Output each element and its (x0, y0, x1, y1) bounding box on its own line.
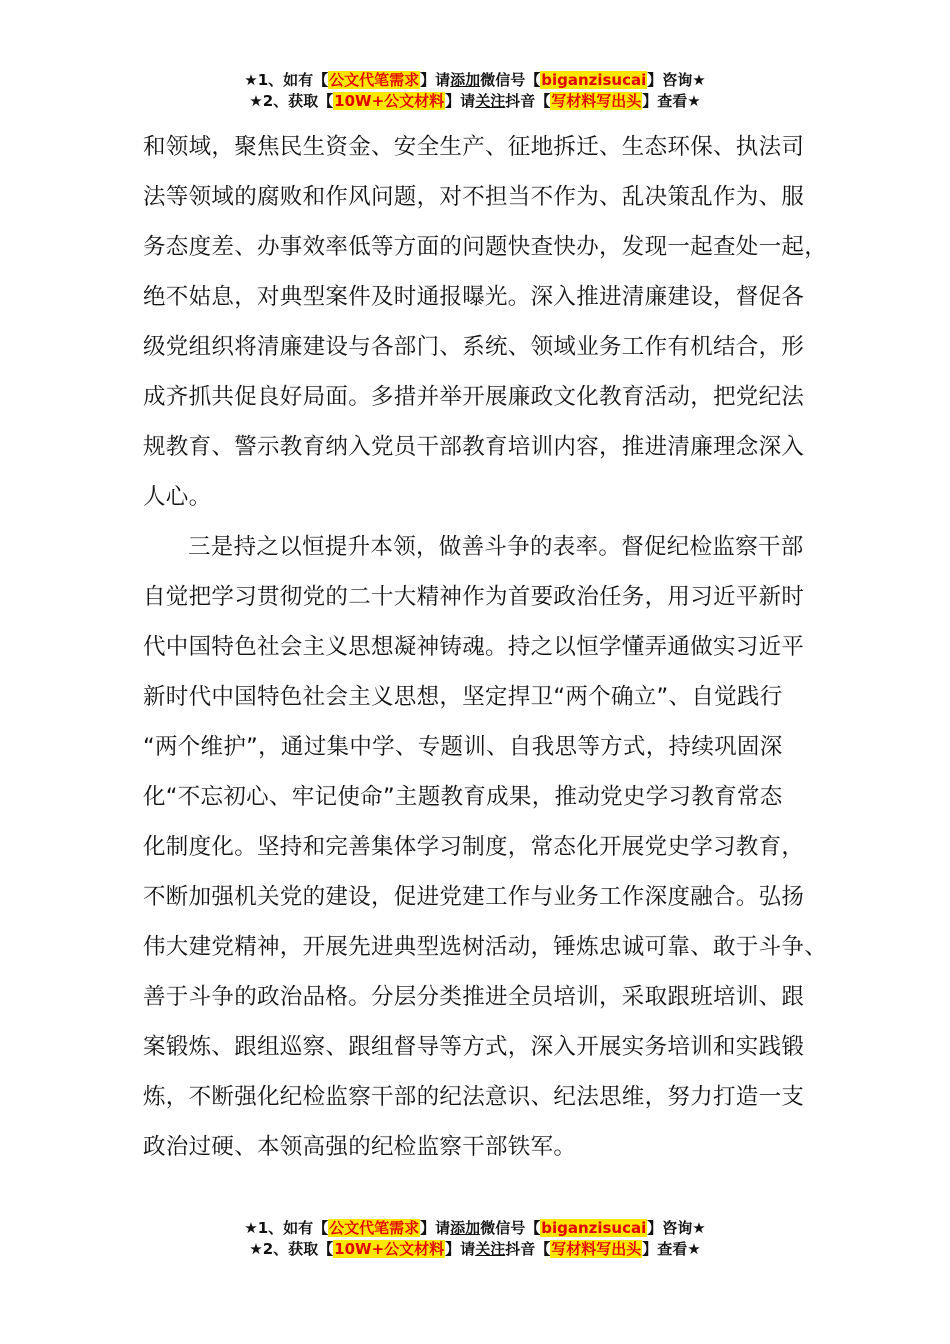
underlined-text: 关注 (475, 92, 506, 110)
text-line: 政治过硬、本领高强的纪检监察干部铁军。 (143, 1134, 577, 1160)
highlight-service: 公文代笔需求 (329, 71, 420, 89)
highlight-wechat-id: biganzisucai (541, 1219, 647, 1237)
text-line: 人心。 (143, 484, 212, 510)
footer-banner (0, 1218, 950, 1260)
star-icon: ★ (692, 1219, 706, 1237)
star-icon: ★ (244, 71, 258, 89)
paragraph-2 (143, 522, 828, 1172)
banner-text: 】请 (420, 71, 451, 89)
text-line: 新时代中国特色社会主义思想，坚定捍卫“两个确立”、自觉践行 (143, 684, 783, 710)
text-line: 化“不忘初心、牢记使命”主题教育成果，推动党史学习教育常态 (143, 784, 783, 810)
banner-text: 微信号【 (480, 1219, 541, 1237)
banner-text: 】咨询 (647, 1219, 693, 1237)
star-icon: ★ (249, 92, 263, 110)
banner-text: 】请 (445, 1240, 476, 1258)
text-line: 规教育、警示教育纳入党员干部教育培训内容，推进清廉理念深入 (143, 434, 805, 460)
banner-line-2 (0, 91, 950, 112)
banner-text: 抖音【 (505, 1240, 551, 1258)
star-icon: ★ (249, 1240, 263, 1258)
underlined-text: 添加 (450, 1219, 481, 1237)
text-line: 绝不姑息，对典型案件及时通报曝光。深入推进清廉建设，督促各 (143, 284, 805, 310)
text-line: 和领域，聚焦民生资金、安全生产、征地拆迁、生态环保、执法司 (143, 134, 805, 160)
text-line: 代中国特色社会主义思想凝神铸魂。持之以恒学懂弄通做实习近平 (143, 634, 805, 660)
text-line: 伟大建党精神，开展先进典型选树活动，锤炼忠诚可靠、敢于斗争、 (143, 934, 828, 960)
underlined-text: 关注 (475, 1240, 506, 1258)
text-line: 化制度化。坚持和完善集体学习制度，常态化开展党史学习教育， (143, 834, 805, 860)
text-line: 务态度差、办事效率低等方面的问题快查快办，发现一起查处一起， (143, 234, 828, 260)
text-line: “两个维护”，通过集中学、专题训、自我思等方式，持续巩固深 (143, 734, 783, 760)
banner-line-2 (0, 1239, 950, 1260)
star-icon: ★ (687, 92, 701, 110)
highlight-materials: 10W+公文材料 (334, 1240, 445, 1258)
highlight-douyin: 写材料写出头 (551, 1240, 642, 1258)
header-banner (0, 70, 950, 112)
star-icon: ★ (692, 71, 706, 89)
document-body (143, 122, 828, 1172)
text-line: 炼，不断强化纪检监察干部的纪法意识、纪法思维，努力打造一支 (143, 1084, 805, 1110)
banner-text: 】请 (420, 1219, 451, 1237)
text-line: 成齐抓共促良好局面。多措并举开展廉政文化教育活动，把党纪法 (143, 384, 805, 410)
underlined-text: 添加 (450, 71, 481, 89)
banner-text: 2、获取【 (262, 1240, 334, 1258)
star-icon: ★ (687, 1240, 701, 1258)
banner-text: 】查看 (642, 92, 688, 110)
highlight-douyin: 写材料写出头 (551, 92, 642, 110)
highlight-wechat-id: biganzisucai (541, 71, 647, 89)
text-line: 案锻炼、跟组巡察、跟组督导等方式，深入开展实务培训和实践锻 (143, 1034, 805, 1060)
text-line: 自觉把学习贯彻党的二十大精神作为首要政治任务，用习近平新时 (143, 584, 805, 610)
banner-text: 2、获取【 (262, 92, 334, 110)
text-line: 三是持之以恒提升本领，做善斗争的表率。督促纪检监察干部 (188, 534, 804, 560)
paragraph-1 (143, 122, 828, 522)
banner-text: 微信号【 (480, 71, 541, 89)
banner-text: 抖音【 (505, 92, 551, 110)
highlight-materials: 10W+公文材料 (334, 92, 445, 110)
banner-text: 1、如有【 (257, 1219, 329, 1237)
banner-text: 1、如有【 (257, 71, 329, 89)
star-icon: ★ (244, 1219, 258, 1237)
text-line: 级党组织将清廉建设与各部门、系统、领域业务工作有机结合，形 (143, 334, 805, 360)
text-line: 法等领域的腐败和作风问题，对不担当不作为、乱决策乱作为、服 (143, 184, 805, 210)
banner-line-1 (0, 70, 950, 91)
banner-text: 】请 (445, 92, 476, 110)
banner-text: 】咨询 (647, 71, 693, 89)
banner-line-1 (0, 1218, 950, 1239)
text-line: 不断加强机关党的建设，促进党建工作与业务工作深度融合。弘扬 (143, 884, 805, 910)
banner-text: 】查看 (642, 1240, 688, 1258)
text-line: 善于斗争的政治品格。分层分类推进全员培训，采取跟班培训、跟 (143, 984, 805, 1010)
highlight-service: 公文代笔需求 (329, 1219, 420, 1237)
